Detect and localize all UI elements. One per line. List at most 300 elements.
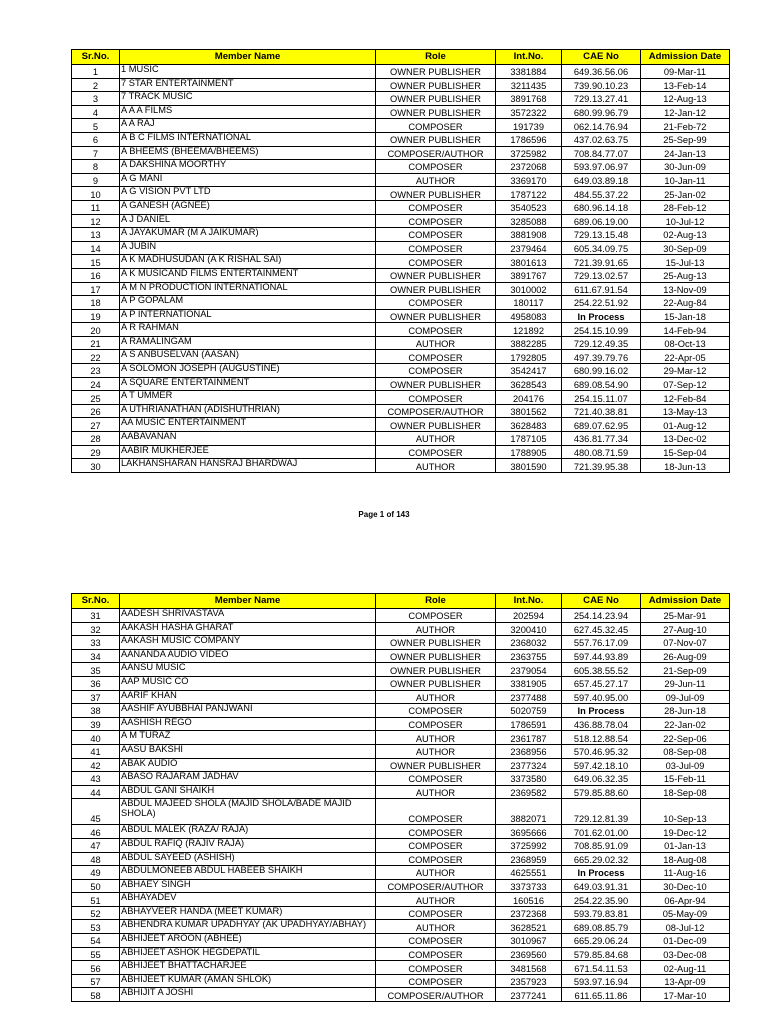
cae-no-cell: 597.40.95.00 (562, 690, 641, 704)
role-cell: COMPOSER (376, 852, 496, 866)
admission-date-cell: 25-Sep-99 (641, 132, 730, 146)
member-name-cell: ABDUL MAJEED SHOLA (MAJID SHOLA/BADE MAJID SHOLA) (120, 799, 376, 825)
header-member-name: Member Name (120, 594, 376, 609)
cae-no-cell: 062.14.76.94 (562, 119, 641, 133)
sr-no-cell: 52 (72, 906, 120, 920)
admission-date-cell: 08-Jul-12 (641, 920, 730, 934)
cae-no-cell: 689.08.85.79 (562, 920, 641, 934)
cae-no-cell: 689.08.54.90 (562, 377, 641, 391)
cae-no-cell: 497.39.79.76 (562, 350, 641, 364)
role-cell: COMPOSER (376, 323, 496, 337)
int-no-cell: 3628483 (496, 418, 562, 432)
sr-no-cell: 5 (72, 119, 120, 133)
cae-no-cell: 480.08.71.59 (562, 445, 641, 459)
role-cell: OWNER PUBLISHER (376, 377, 496, 391)
cae-no-cell: 671.54.11.53 (562, 961, 641, 975)
role-cell: COMPOSER (376, 961, 496, 975)
cae-no-cell: 649.03.89.18 (562, 173, 641, 187)
member-name-cell: AA MUSIC ENTERTAINMENT (120, 418, 376, 432)
table-row (72, 228, 730, 242)
sr-no-cell: 37 (72, 690, 120, 704)
member-name-cell: A G MANI (120, 173, 376, 187)
role-cell: COMPOSER (376, 364, 496, 378)
member-name-cell: ABDULMONEEB ABDUL HABEEB SHAIKH (120, 866, 376, 880)
admission-date-cell: 13-Dec-02 (641, 432, 730, 446)
int-no-cell: 4958083 (496, 309, 562, 323)
admission-date-cell: 21-Feb-72 (641, 119, 730, 133)
int-no-cell: 2372368 (496, 906, 562, 920)
sr-no-cell: 11 (72, 200, 120, 214)
int-no-cell: 3381884 (496, 65, 562, 79)
member-name-cell: AABIR MUKHERJEE (120, 445, 376, 459)
table-row (72, 282, 730, 296)
cae-no-cell: 680.99.16.02 (562, 364, 641, 378)
int-no-cell: 3481568 (496, 961, 562, 975)
sr-no-cell: 14 (72, 241, 120, 255)
int-no-cell: 3725982 (496, 146, 562, 160)
role-cell: COMPOSER (376, 772, 496, 786)
sr-no-cell: 41 (72, 744, 120, 758)
cae-no-cell: 254.22.51.92 (562, 296, 641, 310)
role-cell: COMPOSER (376, 838, 496, 852)
sr-no-cell: 2 (72, 78, 120, 92)
int-no-cell: 5020759 (496, 704, 562, 718)
table-row (72, 323, 730, 337)
admission-date-cell: 29-Jun-11 (641, 676, 730, 690)
int-no-cell: 2369582 (496, 785, 562, 799)
role-cell: OWNER PUBLISHER (376, 92, 496, 106)
member-name-cell: A B C FILMS INTERNATIONAL (120, 132, 376, 146)
sr-no-cell: 47 (72, 838, 120, 852)
members-table-1 (71, 49, 730, 473)
member-name-cell: A P GOPALAM (120, 296, 376, 310)
role-cell: OWNER PUBLISHER (376, 758, 496, 772)
table-row (72, 432, 730, 446)
int-no-cell: 3010002 (496, 282, 562, 296)
table-row (72, 200, 730, 214)
int-no-cell: 3882285 (496, 336, 562, 350)
member-name-cell: ABDUL MALEK (RAZA/ RAJA) (120, 825, 376, 839)
member-name-cell: ABHAYVEER HANDA (MEET KUMAR) (120, 906, 376, 920)
sr-no-cell: 8 (72, 160, 120, 174)
member-name-cell: LAKHANSHARAN HANSRAJ BHARDWAJ (120, 459, 376, 473)
sr-no-cell: 13 (72, 228, 120, 242)
admission-date-cell: 01-Dec-09 (641, 934, 730, 948)
int-no-cell: 4625551 (496, 866, 562, 880)
table-row (72, 636, 730, 650)
sr-no-cell: 48 (72, 852, 120, 866)
int-no-cell: 2368032 (496, 636, 562, 650)
admission-date-cell: 21-Sep-09 (641, 663, 730, 677)
table-row (72, 350, 730, 364)
role-cell: COMPOSER/AUTHOR (376, 988, 496, 1002)
admission-date-cell: 18-Sep-08 (641, 785, 730, 799)
sr-no-cell: 45 (72, 799, 120, 825)
cae-no-cell: 597.44.93.89 (562, 649, 641, 663)
table-row (72, 920, 730, 934)
int-no-cell: 1787105 (496, 432, 562, 446)
role-cell: COMPOSER (376, 609, 496, 623)
cae-no-cell: 729.12.81.39 (562, 799, 641, 825)
admission-date-cell: 01-Jan-13 (641, 838, 730, 852)
sr-no-cell: 56 (72, 961, 120, 975)
table-row (72, 78, 730, 92)
cae-no-cell: 557.76.17.09 (562, 636, 641, 650)
member-name-cell: A S ANBUSELVAN (AASAN) (120, 350, 376, 364)
int-no-cell: 121892 (496, 323, 562, 337)
member-name-cell: A J DANIEL (120, 214, 376, 228)
table-row (72, 336, 730, 350)
role-cell: COMPOSER (376, 241, 496, 255)
admission-date-cell: 08-Oct-13 (641, 336, 730, 350)
int-no-cell: 202594 (496, 609, 562, 623)
admission-date-cell: 15-Sep-04 (641, 445, 730, 459)
page-number: Page 1 of 143 (358, 510, 410, 519)
member-name-cell: 1 MUSIC (120, 65, 376, 79)
member-name-cell: A RAMALINGAM (120, 336, 376, 350)
int-no-cell: 3628543 (496, 377, 562, 391)
role-cell: COMPOSER (376, 350, 496, 364)
table-header-row (72, 50, 730, 65)
table-body (72, 609, 730, 1002)
int-no-cell: 2363755 (496, 649, 562, 663)
admission-date-cell: 25-Jan-02 (641, 187, 730, 201)
sr-no-cell: 20 (72, 323, 120, 337)
cae-no-cell: 729.13.27.41 (562, 92, 641, 106)
table-row (72, 609, 730, 623)
table-row (72, 988, 730, 1002)
role-cell: AUTHOR (376, 920, 496, 934)
admission-date-cell: 17-Mar-10 (641, 988, 730, 1002)
header-int-no: Int.No. (496, 50, 562, 65)
role-cell: COMPOSER (376, 119, 496, 133)
table-row (72, 309, 730, 323)
member-name-cell: A SOLOMON JOSEPH (AUGUSTINE) (120, 364, 376, 378)
admission-date-cell: 15-Jul-13 (641, 255, 730, 269)
admission-date-cell: 13-May-13 (641, 404, 730, 418)
role-cell: AUTHOR (376, 459, 496, 473)
sr-no-cell: 33 (72, 636, 120, 650)
sr-no-cell: 31 (72, 609, 120, 623)
role-cell: AUTHOR (376, 893, 496, 907)
cae-no-cell: 436.81.77.34 (562, 432, 641, 446)
int-no-cell: 3540523 (496, 200, 562, 214)
admission-date-cell: 10-Jan-11 (641, 173, 730, 187)
sr-no-cell: 3 (72, 92, 120, 106)
table-row (72, 825, 730, 839)
table-row (72, 704, 730, 718)
role-cell: COMPOSER (376, 255, 496, 269)
member-name-cell: ABHIJEET ASHOK HEGDEPATIL (120, 947, 376, 961)
table-row (72, 214, 730, 228)
member-name-cell: 7 STAR ENTERTAINMENT (120, 78, 376, 92)
sr-no-cell: 50 (72, 879, 120, 893)
role-cell: OWNER PUBLISHER (376, 418, 496, 432)
table-row (72, 690, 730, 704)
sr-no-cell: 43 (72, 772, 120, 786)
table-row (72, 649, 730, 663)
role-cell: AUTHOR (376, 622, 496, 636)
sr-no-cell: 7 (72, 146, 120, 160)
header-cae-no: CAE No (562, 594, 641, 609)
sr-no-cell: 4 (72, 105, 120, 119)
cae-no-cell: 680.96.14.18 (562, 200, 641, 214)
admission-date-cell: 11-Aug-16 (641, 866, 730, 880)
sr-no-cell: 34 (72, 649, 120, 663)
role-cell: COMPOSER (376, 974, 496, 988)
cae-no-cell: In Process (562, 866, 641, 880)
role-cell: OWNER PUBLISHER (376, 78, 496, 92)
int-no-cell: 1792805 (496, 350, 562, 364)
cae-no-cell: 729.12.49.35 (562, 336, 641, 350)
role-cell: AUTHOR (376, 432, 496, 446)
cae-no-cell: 689.07.62.95 (562, 418, 641, 432)
cae-no-cell: 649.03.91.31 (562, 879, 641, 893)
cae-no-cell: 611.65.11.86 (562, 988, 641, 1002)
cae-no-cell: 708.85.91.09 (562, 838, 641, 852)
member-name-cell: A DAKSHINA MOORTHY (120, 160, 376, 174)
int-no-cell: 3725992 (496, 838, 562, 852)
admission-date-cell: 24-Jan-13 (641, 146, 730, 160)
member-name-cell: A R RAHMAN (120, 323, 376, 337)
header-int-no: Int.No. (496, 594, 562, 609)
admission-date-cell: 28-Feb-12 (641, 200, 730, 214)
sr-no-cell: 39 (72, 717, 120, 731)
sr-no-cell: 51 (72, 893, 120, 907)
int-no-cell: 2379054 (496, 663, 562, 677)
sr-no-cell: 36 (72, 676, 120, 690)
admission-date-cell: 09-Mar-11 (641, 65, 730, 79)
cae-no-cell: 721.39.91.65 (562, 255, 641, 269)
cae-no-cell: 597.42.18.10 (562, 758, 641, 772)
header-member-name: Member Name (120, 50, 376, 65)
role-cell: COMPOSER (376, 445, 496, 459)
sr-no-cell: 53 (72, 920, 120, 934)
table-row (72, 961, 730, 975)
role-cell: OWNER PUBLISHER (376, 309, 496, 323)
admission-date-cell: 05-May-09 (641, 906, 730, 920)
member-name-cell: A P INTERNATIONAL (120, 309, 376, 323)
role-cell: COMPOSER (376, 906, 496, 920)
member-name-cell: ABHIJEET BHATTACHARJEE (120, 961, 376, 975)
member-name-cell: ABASO RAJARAM JADHAV (120, 772, 376, 786)
members-table-2 (71, 593, 730, 1002)
sr-no-cell: 15 (72, 255, 120, 269)
cae-no-cell: 254.22.35.90 (562, 893, 641, 907)
cae-no-cell: 437.02.63.75 (562, 132, 641, 146)
table-row (72, 866, 730, 880)
role-cell: COMPOSER/AUTHOR (376, 404, 496, 418)
role-cell: COMPOSER (376, 934, 496, 948)
sr-no-cell: 57 (72, 974, 120, 988)
cae-no-cell: 721.39.95.38 (562, 459, 641, 473)
table-row (72, 622, 730, 636)
member-name-cell: A SQUARE ENTERTAINMENT (120, 377, 376, 391)
int-no-cell: 1786596 (496, 132, 562, 146)
role-cell: COMPOSER/AUTHOR (376, 146, 496, 160)
member-name-cell: AASU BAKSHI (120, 744, 376, 758)
sr-no-cell: 58 (72, 988, 120, 1002)
int-no-cell: 3881908 (496, 228, 562, 242)
int-no-cell: 3542417 (496, 364, 562, 378)
member-name-cell: A UTHRIANATHAN (ADISHUTHRIAN) (120, 404, 376, 418)
table-row (72, 160, 730, 174)
cae-no-cell: 254.14.23.94 (562, 609, 641, 623)
member-name-cell: ABHIJEET KUMAR (AMAN SHLOK) (120, 974, 376, 988)
sr-no-cell: 21 (72, 336, 120, 350)
admission-date-cell: 14-Feb-94 (641, 323, 730, 337)
sr-no-cell: 9 (72, 173, 120, 187)
sr-no-cell: 6 (72, 132, 120, 146)
int-no-cell: 2361787 (496, 731, 562, 745)
role-cell: COMPOSER (376, 704, 496, 718)
cae-no-cell: 605.34.09.75 (562, 241, 641, 255)
int-no-cell: 180117 (496, 296, 562, 310)
int-no-cell: 3891768 (496, 92, 562, 106)
admission-date-cell: 12-Feb-84 (641, 391, 730, 405)
int-no-cell: 2379464 (496, 241, 562, 255)
sr-no-cell: 42 (72, 758, 120, 772)
member-name-cell: A JUBIN (120, 241, 376, 255)
role-cell: OWNER PUBLISHER (376, 636, 496, 650)
cae-no-cell: 593.79.83.81 (562, 906, 641, 920)
member-name-cell: AANANDA AUDIO VIDEO (120, 649, 376, 663)
admission-date-cell: 30-Dec-10 (641, 879, 730, 893)
int-no-cell: 3010967 (496, 934, 562, 948)
member-name-cell: ABHENDRA KUMAR UPADHYAY (AK UPADHYAY/ABHAY) (120, 920, 376, 934)
role-cell: OWNER PUBLISHER (376, 649, 496, 663)
sr-no-cell: 55 (72, 947, 120, 961)
role-cell: AUTHOR (376, 866, 496, 880)
int-no-cell: 1787122 (496, 187, 562, 201)
admission-date-cell: 13-Feb-14 (641, 78, 730, 92)
cae-no-cell: 708.84.77.07 (562, 146, 641, 160)
int-no-cell: 2372068 (496, 160, 562, 174)
admission-date-cell: 03-Jul-09 (641, 758, 730, 772)
int-no-cell: 3695666 (496, 825, 562, 839)
int-no-cell: 3369170 (496, 173, 562, 187)
admission-date-cell: 19-Dec-12 (641, 825, 730, 839)
cae-no-cell: 254.15.11.07 (562, 391, 641, 405)
cae-no-cell: In Process (562, 309, 641, 323)
header-admission-date: Admission Date (641, 50, 730, 65)
table-row (72, 268, 730, 282)
table-row (72, 663, 730, 677)
role-cell: COMPOSER (376, 391, 496, 405)
sr-no-cell: 28 (72, 432, 120, 446)
sr-no-cell: 27 (72, 418, 120, 432)
int-no-cell: 3801590 (496, 459, 562, 473)
admission-date-cell: 13-Nov-09 (641, 282, 730, 296)
int-no-cell: 2369560 (496, 947, 562, 961)
role-cell: COMPOSER (376, 825, 496, 839)
admission-date-cell: 15-Jan-18 (641, 309, 730, 323)
sr-no-cell: 26 (72, 404, 120, 418)
role-cell: COMPOSER (376, 296, 496, 310)
member-name-cell: ABHAYADEV (120, 893, 376, 907)
int-no-cell: 2357923 (496, 974, 562, 988)
admission-date-cell: 09-Jul-09 (641, 690, 730, 704)
sr-no-cell: 12 (72, 214, 120, 228)
sr-no-cell: 46 (72, 825, 120, 839)
table-row (72, 879, 730, 893)
sr-no-cell: 35 (72, 663, 120, 677)
cae-no-cell: In Process (562, 704, 641, 718)
admission-date-cell: 30-Jun-09 (641, 160, 730, 174)
int-no-cell: 191739 (496, 119, 562, 133)
member-name-cell: AANSU MUSIC (120, 663, 376, 677)
table-row (72, 758, 730, 772)
table-row (72, 391, 730, 405)
int-no-cell: 2377241 (496, 988, 562, 1002)
sr-no-cell: 1 (72, 65, 120, 79)
sr-no-cell: 23 (72, 364, 120, 378)
table-row (72, 799, 730, 825)
admission-date-cell: 10-Jul-12 (641, 214, 730, 228)
cae-no-cell: 729.13.15.48 (562, 228, 641, 242)
member-name-cell: ABHAEY SINGH (120, 879, 376, 893)
member-name-cell: A GANESH (AGNEE) (120, 200, 376, 214)
member-name-cell: AAKASH HASHA GHARAT (120, 622, 376, 636)
role-cell: AUTHOR (376, 173, 496, 187)
int-no-cell: 3801613 (496, 255, 562, 269)
table-row (72, 893, 730, 907)
sr-no-cell: 18 (72, 296, 120, 310)
sr-no-cell: 40 (72, 731, 120, 745)
member-name-cell: AARIF KHAN (120, 690, 376, 704)
member-name-cell: AADESH SHRIVASTAVA (120, 609, 376, 623)
member-name-cell: ABDUL RAFIQ (RAJIV RAJA) (120, 838, 376, 852)
cae-no-cell: 593.97.06.97 (562, 160, 641, 174)
sr-no-cell: 19 (72, 309, 120, 323)
table-row (72, 132, 730, 146)
member-name-cell: ABHIJIT A JOSHI (120, 988, 376, 1002)
member-name-cell: AAKASH MUSIC COMPANY (120, 636, 376, 650)
cae-no-cell: 570.46.95.32 (562, 744, 641, 758)
int-no-cell: 160516 (496, 893, 562, 907)
table-row (72, 255, 730, 269)
cae-no-cell: 689.06.19.00 (562, 214, 641, 228)
int-no-cell: 2368956 (496, 744, 562, 758)
cae-no-cell: 605.38.55.52 (562, 663, 641, 677)
role-cell: AUTHOR (376, 731, 496, 745)
table-row (72, 852, 730, 866)
sr-no-cell: 22 (72, 350, 120, 364)
table-row (72, 241, 730, 255)
int-no-cell: 2368959 (496, 852, 562, 866)
cae-no-cell: 701.62.01.00 (562, 825, 641, 839)
sr-no-cell: 32 (72, 622, 120, 636)
role-cell: COMPOSER/AUTHOR (376, 879, 496, 893)
int-no-cell: 3572322 (496, 105, 562, 119)
admission-date-cell: 26-Aug-09 (641, 649, 730, 663)
member-name-cell: A K MUSICAND FILMS ENTERTAINMENT (120, 268, 376, 282)
role-cell: OWNER PUBLISHER (376, 282, 496, 296)
admission-date-cell: 27-Aug-10 (641, 622, 730, 636)
admission-date-cell: 25-Mar-91 (641, 609, 730, 623)
table-row (72, 744, 730, 758)
role-cell: OWNER PUBLISHER (376, 663, 496, 677)
table-row (72, 296, 730, 310)
cae-no-cell: 254.15.10.99 (562, 323, 641, 337)
cae-no-cell: 649.36.56.06 (562, 65, 641, 79)
int-no-cell: 3891767 (496, 268, 562, 282)
cae-no-cell: 665.29.06.24 (562, 934, 641, 948)
admission-date-cell: 22-Apr-05 (641, 350, 730, 364)
admission-date-cell: 22-Aug-84 (641, 296, 730, 310)
role-cell: AUTHOR (376, 690, 496, 704)
sr-no-cell: 38 (72, 704, 120, 718)
